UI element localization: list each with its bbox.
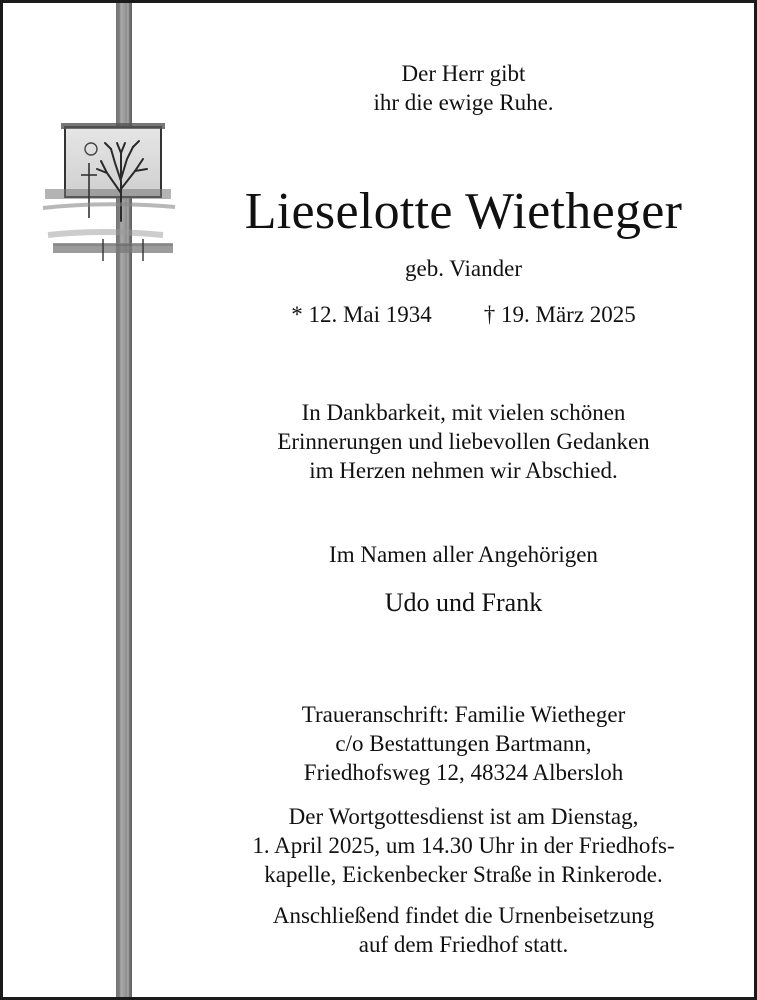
birth-date: * 12. Mai 1934 [291, 302, 432, 327]
service-line: 1. April 2025, um 14.30 Uhr in der Friedhofs- [252, 833, 675, 858]
motto [203, 59, 724, 117]
service-line: Der Wortgottesdienst ist am Dienstag, [288, 804, 639, 829]
address-line: Friedhofsweg 12, 48324 Albersloh [303, 760, 624, 785]
address-line: c/o Bestattungen Bartmann, [335, 731, 592, 756]
life-dates [203, 300, 724, 330]
address-line: Traueranschrift: Familie Wietheger [301, 702, 626, 727]
born-name: geb. Viander [405, 256, 522, 281]
burial-line: auf dem Friedhof statt. [358, 932, 569, 957]
family-intro: Im Namen aller Angehörigen [329, 542, 598, 567]
cross-horizontal-beam [53, 243, 173, 253]
mourning-address [203, 700, 724, 787]
thanks-line: Erinnerungen und liebevollen Gedanken [277, 429, 650, 454]
service-info [203, 802, 724, 889]
motto-line: ihr die ewige Ruhe. [373, 90, 554, 115]
motto-line: Der Herr gibt [401, 61, 526, 86]
death-date: † 19. März 2025 [483, 302, 636, 327]
thanks-line: In Dankbarkeit, mit vielen schönen [301, 400, 626, 425]
thanks-text [203, 398, 724, 485]
deceased-name: Lieselotte Wietheger [244, 183, 683, 240]
service-line: kapelle, Eickenbecker Straße in Rinkerode. [264, 862, 663, 887]
burial-line: Anschließend findet die Urnenbeisetzung [272, 903, 655, 928]
family-names: Udo und Frank [384, 588, 543, 617]
thanks-line: im Herzen nehmen wir Abschied. [309, 458, 618, 483]
cross-with-tree-illustration-icon [3, 3, 203, 1000]
burial-info [203, 901, 724, 959]
